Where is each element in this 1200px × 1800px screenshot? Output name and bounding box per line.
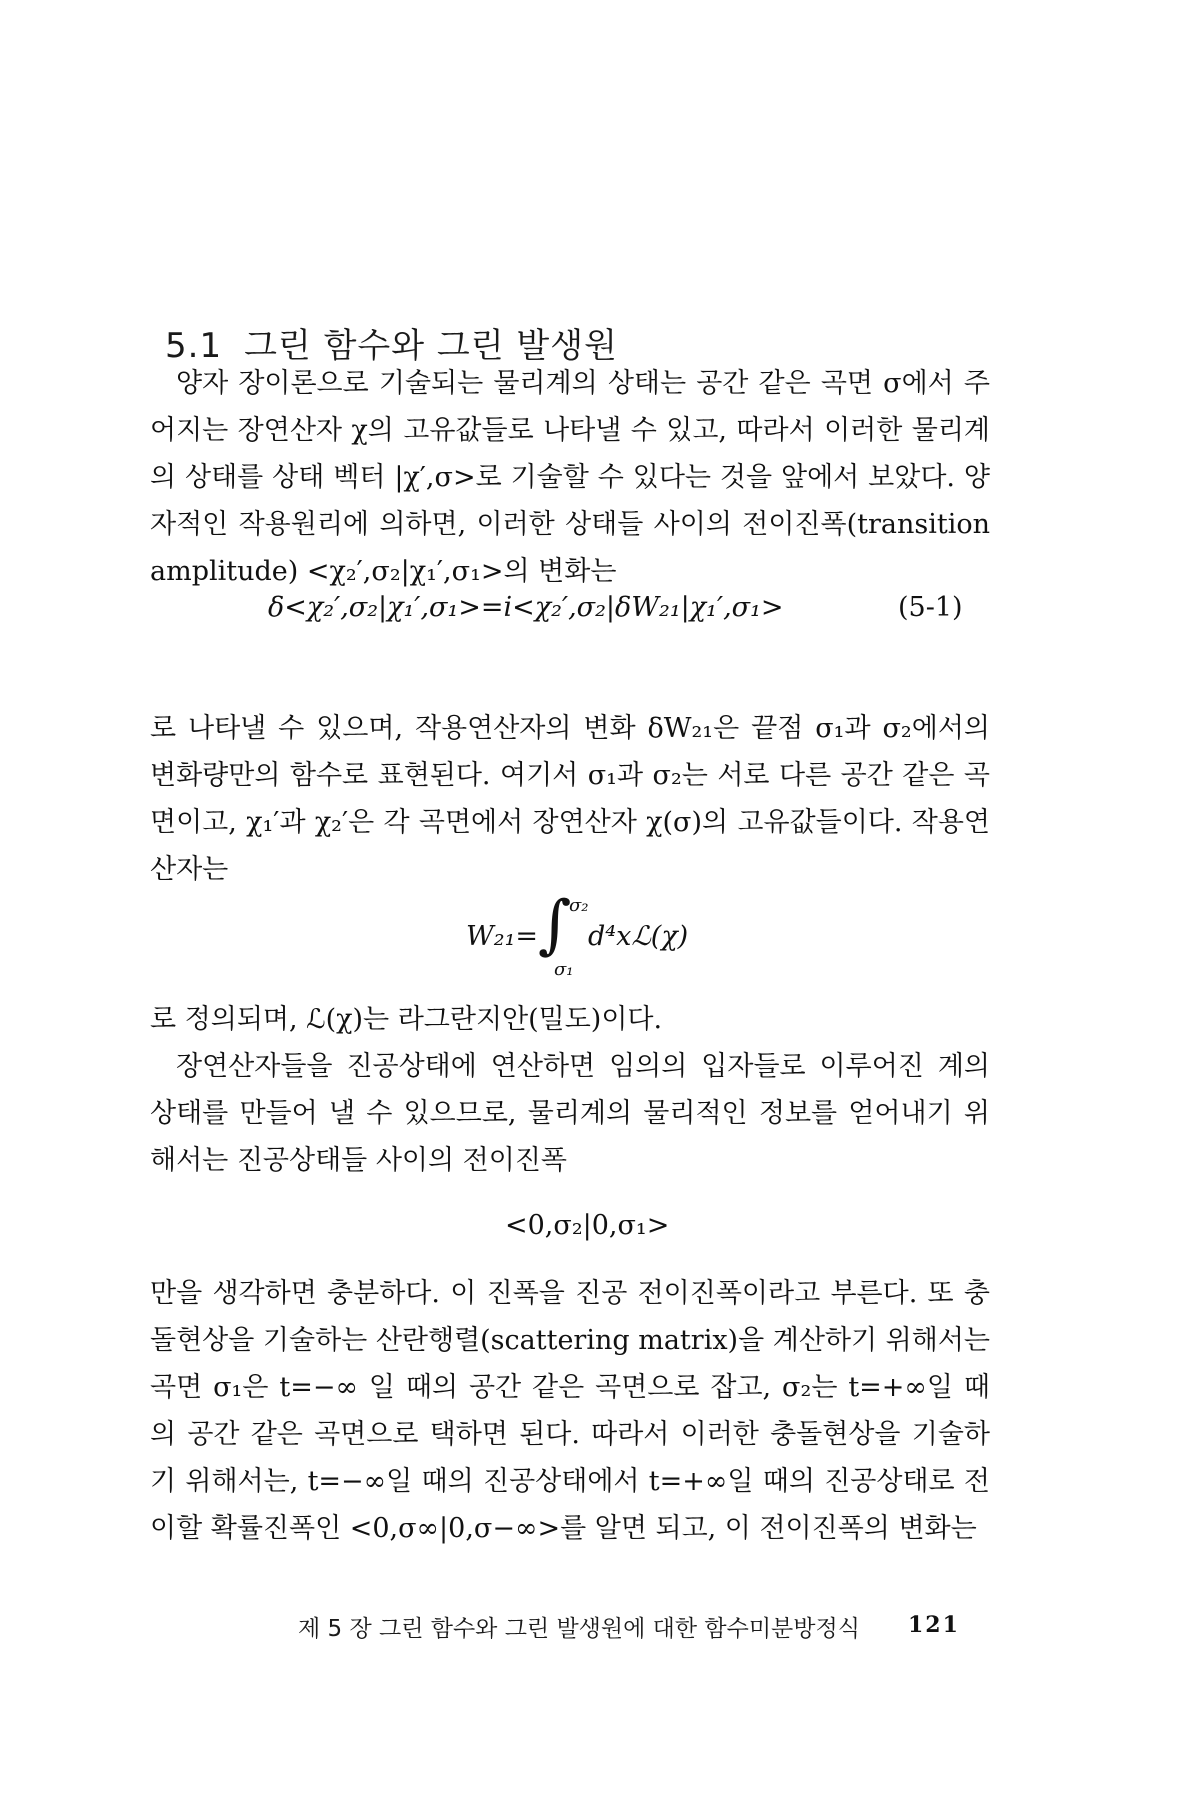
integrand: d⁴xℒ(χ) [588,921,689,952]
action-integral-equation [466,888,726,990]
equation-5-1: δ<χ₂′,σ₂|χ₁′,σ₁>=i<χ₂′,σ₂|δW₂₁|χ₁′,σ₁> [268,592,784,623]
integral-lhs: W₂₁= [466,921,539,952]
vacuum-amplitude-equation: <0,σ₂|0,σ₁> [505,1210,670,1241]
integral-lower-limit: σ₁ [554,959,574,980]
integral-upper-limit: σ₂ [569,895,589,916]
paragraph-3: 로 정의되며, ℒ(χ)는 라그란지안(밀도)이다. [150,1004,663,1035]
section-number: 5.1 [165,326,223,366]
running-footer: 제 5 장 그린 함수와 그린 발생원에 대한 함수미분방정식 [298,1616,860,1642]
page-number: 121 [908,1612,960,1638]
equation-number: (5-1) [898,592,963,623]
section-title: 그린 함수와 그린 발생원 [244,326,618,366]
paragraph-1: 양자 장이론으로 기술되는 물리계의 상태는 공간 같은 곡면 σ에서 주어지는 장연산자 χ의 고유값들로 나타낼 수 있고, 따라서 이러한 물리계의 상태를 상태 벡터 |χ′,σ>로 기술할 수 있다는 것을 앞에서 보았다. 양자적인 작용원리에 의하면, 이러한 상태들 사이의 전이진폭(transition amplitude) <χ₂′,σ₂|χ₁′,σ₁>의 변화는 [150,368,990,587]
integral-sign: ∫ [538,888,572,962]
paragraph-2: 로 나타낼 수 있으며, 작용연산자의 변화 δW₂₁은 끝점 σ₁과 σ₂에서의 변화량만의 함수로 표현된다. 여기서 σ₁과 σ₂는 서로 다른 공간 같은 곡면이고, χ₁′과 χ₂′은 각 곡면에서 장연산자 χ(σ)의 고유값들이다. 작용연산자는 [150,713,990,885]
paragraph-4: 장연산자들을 진공상태에 연산하면 임의의 입자들로 이루어진 계의 상태를 만들어 낼 수 있으므로, 물리계의 물리적인 정보를 얻어내기 위해서는 진공상태들 사이의 전이진폭 [150,1051,990,1176]
paragraph-5: 만을 생각하면 충분하다. 이 진폭을 진공 전이진폭이라고 부른다. 또 충돌현상을 기술하는 산란행렬(scattering matrix)을 계산하기 위해서는 곡면 σ₁은 t=−∞ 일 때의 공간 같은 곡면으로 잡고, σ₂는 t=+∞일 때의 공간 같은 곡면으로 택하면 된다. 따라서 이러한 충돌현상을 기술하기 위해서는, t=−∞일 때의 진공상태에서 t=+∞일 때의 진공상태로 전이할 확률진폭인 <0,σ∞|0,σ−∞>를 알면 되고, 이 전이진폭의 변화는 [150,1278,990,1544]
